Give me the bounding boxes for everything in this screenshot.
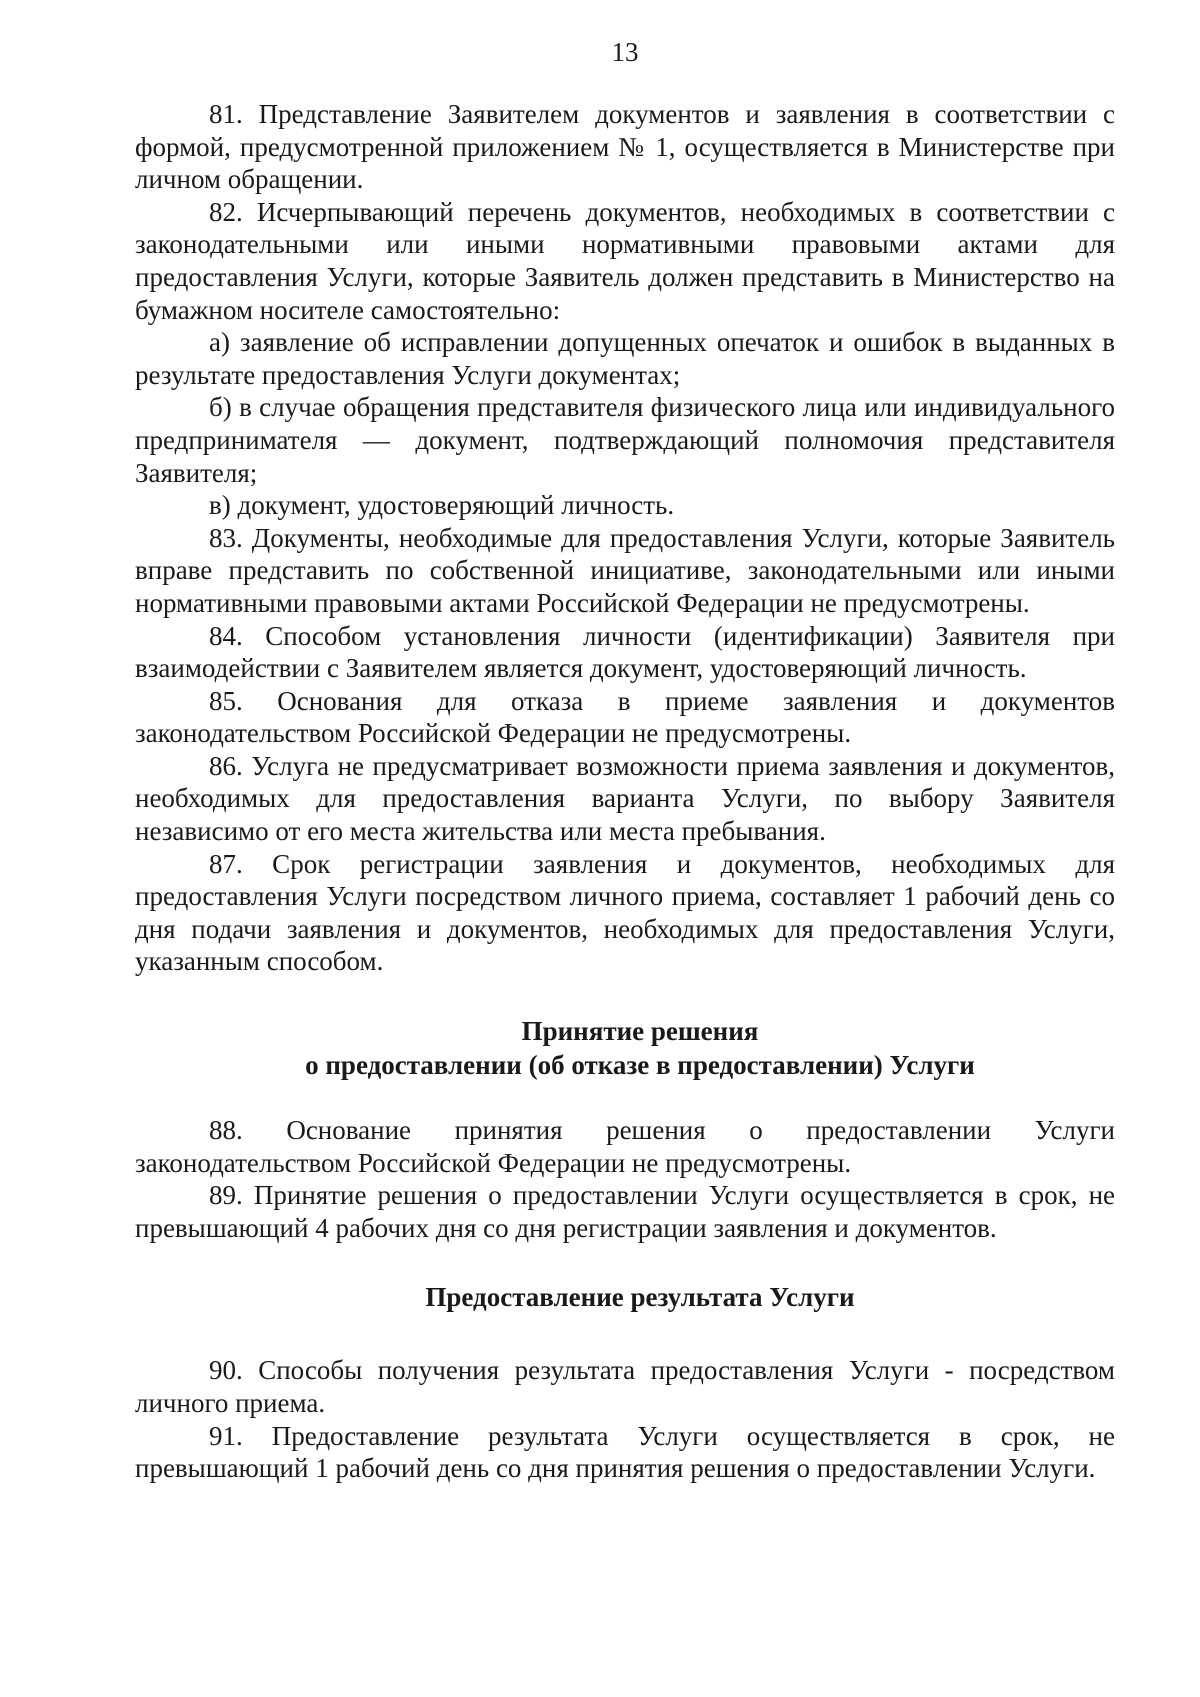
paragraph-87: 87. Срок регистрации заявления и документов, необходимых для предоставления Услуги посредством личного приема, составляет 1 рабочий день со дня подачи заявления и документов, необходимых для предоставления Услуги, указанным способом. [135, 848, 1115, 977]
paragraph-81: 81. Представление Заявителем документов и заявления в соответствии с формой, предусмотренной приложением № 1, осуществляется в Министерстве при личном обращении. [135, 99, 1115, 195]
paragraph-82-item-c: в) документ, удостоверяющий личность. [209, 490, 675, 521]
paragraph-91: 91. Предоставление результата Услуги осуществляется в срок, не превышающий 1 рабочий день со дня принятия решения о предоставлении Услуги. [135, 1420, 1115, 1484]
document-body [135, 98, 1115, 1485]
paragraph-82-item-b: б) в случае обращения представителя физического лица или индивидуального предпринимателя — документ, подтверждающий полномочия представителя Заявителя; [135, 392, 1115, 488]
section-heading-decision-line-2: о предоставлении (об отказе в предоставлении) Услуги [305, 1050, 975, 1081]
paragraph-82-item-a: а) заявление об исправлении допущенных опечаток и ошибок в выданных в результате предоставления Услуги документах; [135, 327, 1115, 390]
paragraph-88: 88. Основание принятия решения о предоставлении Услуги законодательством Российской Федерации не предусмотрены. [135, 1115, 1115, 1178]
page-number: 13 [611, 37, 639, 67]
paragraph-86: 86. Услуга не предусматривает возможности приема заявления и документов, необходимых для предоставления варианта Услуги, по выбору Заявителя независимо от его места жительства или места пребывания. [135, 750, 1115, 847]
paragraph-85: 85. Основания для отказа в приеме заявления и документов законодательством Российской Федерации не предусмотрены. [135, 685, 1115, 749]
section-heading-result: Предоставление результата Услуги [425, 1282, 855, 1313]
paragraph-90: 90. Способы получения результата предоставления Услуги - посредством личного приема. [135, 1355, 1115, 1418]
section-heading-decision-line-1: Принятие решения [521, 1016, 759, 1047]
section-heading-decision [135, 1014, 1115, 1082]
paragraph-84: 84. Способом установления личности (идентификации) Заявителя при взаимодействии с Заявителем является документ, удостоверяющий личность. [135, 620, 1115, 684]
paragraph-82: 82. Исчерпывающий перечень документов, необходимых в соответствии с законодательными или иными нормативными правовыми актами для предоставления Услуги, которые Заявитель должен представить в Министерство на бумажном носителе самостоятельно: [135, 196, 1115, 325]
paragraph-83: 83. Документы, необходимые для предоставления Услуги, которые Заявитель вправе представить по собственной инициативе, законодательными или иными нормативными правовыми актами Российской Федерации не предусмотрены. [135, 522, 1115, 618]
paragraph-89: 89. Принятие решения о предоставлении Услуги осуществляется в срок, не превышающий 4 рабочих дня со дня регистрации заявления и документов. [135, 1180, 1115, 1243]
